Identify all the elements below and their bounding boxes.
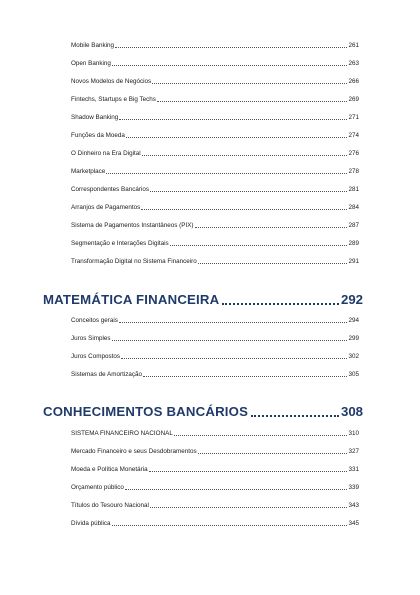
dot-leader [121, 358, 347, 359]
dot-leader [198, 453, 348, 454]
toc-entry-label: Mobile Banking [71, 42, 115, 49]
section-heading-matematica[interactable] [43, 290, 363, 308]
toc-entry-label: Dívida pública [71, 520, 111, 527]
dot-leader [195, 227, 348, 228]
toc-entry-page: 302 [348, 353, 359, 360]
toc-entry-page: 339 [348, 484, 359, 491]
section-title: MATEMÁTICA FINANCEIRA [43, 292, 220, 307]
toc-entry-label: Correspondentes Bancários [71, 186, 150, 193]
toc-entry-moeda-politica[interactable] [71, 464, 359, 474]
dot-leader [106, 173, 347, 174]
dot-leader [112, 340, 348, 341]
toc-entry-page: 291 [348, 258, 359, 265]
toc-entry-arranjos[interactable] [71, 202, 359, 212]
toc-entry-mobile-banking[interactable] [71, 40, 359, 50]
toc-entry-label: Juros Compostos [71, 353, 120, 360]
toc-entry-amortizacao[interactable] [71, 369, 359, 379]
dot-leader [125, 489, 348, 490]
toc-entry-divida-publica[interactable] [71, 518, 359, 528]
toc-entry-label: Títulos do Tesouro Nacional [71, 502, 149, 509]
toc-entry-page: 284 [348, 204, 359, 211]
toc-entry-page: 299 [348, 335, 359, 342]
toc-entry-page: 287 [348, 222, 359, 229]
toc-entry-open-banking[interactable] [71, 58, 359, 68]
toc-entry-page: 274 [348, 132, 359, 139]
toc-entry-pix[interactable] [71, 220, 359, 230]
toc-entry-page: 345 [348, 520, 359, 527]
dot-leader [251, 415, 339, 417]
toc-entry-label: Transformação Digital no Sistema Financeiro [71, 258, 197, 265]
toc-entry-page: 269 [348, 96, 359, 103]
toc-entry-page: 263 [348, 60, 359, 67]
toc-entry-fintechs[interactable] [71, 94, 359, 104]
section-page: 308 [340, 404, 363, 419]
toc-entry-page: 331 [348, 466, 359, 473]
dot-leader [115, 47, 347, 48]
dot-leader [142, 155, 348, 156]
toc-entry-label: Arranjos de Pagamentos [71, 204, 141, 211]
toc-entry-page: 327 [348, 448, 359, 455]
toc-entry-label: Shadow Banking [71, 114, 119, 121]
toc-entry-label: Fintechs, Startups e Big Techs [71, 96, 156, 103]
toc-entry-juros-compostos[interactable] [71, 351, 359, 361]
toc-entry-label: Sistemas de Amortização [71, 371, 143, 378]
toc-entry-page: 281 [348, 186, 359, 193]
toc-entry-label: Segmentação e Interações Digitais [71, 240, 169, 247]
toc-entry-label: Moeda e Política Monetária [71, 466, 148, 473]
toc-entry-page: 305 [348, 371, 359, 378]
dot-leader [150, 507, 348, 508]
toc-entry-page: 276 [348, 150, 359, 157]
dot-leader [119, 119, 347, 120]
dot-leader [119, 322, 348, 323]
toc-entry-label: Orçamento público [71, 484, 124, 491]
toc-entry-page: 294 [348, 317, 359, 324]
dot-leader [174, 435, 348, 436]
toc-entry-segmentacao[interactable] [71, 238, 359, 248]
toc-entry-conceitos[interactable] [71, 315, 359, 325]
toc-entry-transformacao[interactable] [71, 256, 359, 266]
toc-entry-orcamento[interactable] [71, 482, 359, 492]
toc-entry-page: 266 [348, 78, 359, 85]
section-page: 292 [340, 292, 363, 307]
toc-entry-label: Novos Modelos de Negócios [71, 78, 152, 85]
dot-leader [143, 376, 347, 377]
toc-entry-page: 343 [348, 502, 359, 509]
toc-entry-novos-modelos[interactable] [71, 76, 359, 86]
toc-entry-label: SISTEMA FINANCEIRO NACIONAL [71, 430, 173, 437]
toc-entry-label: Funções da Moeda [71, 132, 125, 139]
toc-entry-marketplace[interactable] [71, 166, 359, 176]
dot-leader [152, 83, 347, 84]
toc-entry-juros-simples[interactable] [71, 333, 359, 343]
toc-entry-page: 261 [348, 42, 359, 49]
toc-entry-dinheiro-digital[interactable] [71, 148, 359, 158]
toc-entry-sfn[interactable] [71, 428, 359, 438]
toc-entry-label: Juros Simples [71, 335, 111, 342]
toc-entry-page: 310 [348, 430, 359, 437]
toc-entry-mercado-financeiro[interactable] [71, 446, 359, 456]
dot-leader [150, 191, 347, 192]
toc-entry-titulos-tesouro[interactable] [71, 500, 359, 510]
toc-entry-label: Mercado Financeiro e seus Desdobramentos [71, 448, 197, 455]
toc-entry-shadow-banking[interactable] [71, 112, 359, 122]
toc-entry-label: Marketplace [71, 168, 106, 175]
section-heading-bancarios[interactable] [43, 402, 363, 420]
toc-entry-page: 289 [348, 240, 359, 247]
dot-leader [157, 101, 348, 102]
dot-leader [126, 137, 348, 138]
toc-entry-label: Conceitos gerais [71, 317, 118, 324]
toc-entry-label: Open Banking [71, 60, 111, 67]
toc-entry-page: 271 [348, 114, 359, 121]
dot-leader [149, 471, 348, 472]
section-title: CONHECIMENTOS BANCÁRIOS [43, 404, 249, 419]
toc-entry-label: O Dinheiro na Era Digital [71, 150, 141, 157]
dot-leader [170, 245, 348, 246]
dot-leader [222, 303, 339, 305]
dot-leader [112, 65, 348, 66]
dot-leader [112, 525, 348, 526]
toc-entry-correspondentes[interactable] [71, 184, 359, 194]
toc-entry-funcoes-moeda[interactable] [71, 130, 359, 140]
toc-entry-label: Sistema de Pagamentos Instantâneos (PIX) [71, 222, 194, 229]
dot-leader [198, 263, 348, 264]
dot-leader [141, 209, 347, 210]
toc-entry-page: 278 [348, 168, 359, 175]
